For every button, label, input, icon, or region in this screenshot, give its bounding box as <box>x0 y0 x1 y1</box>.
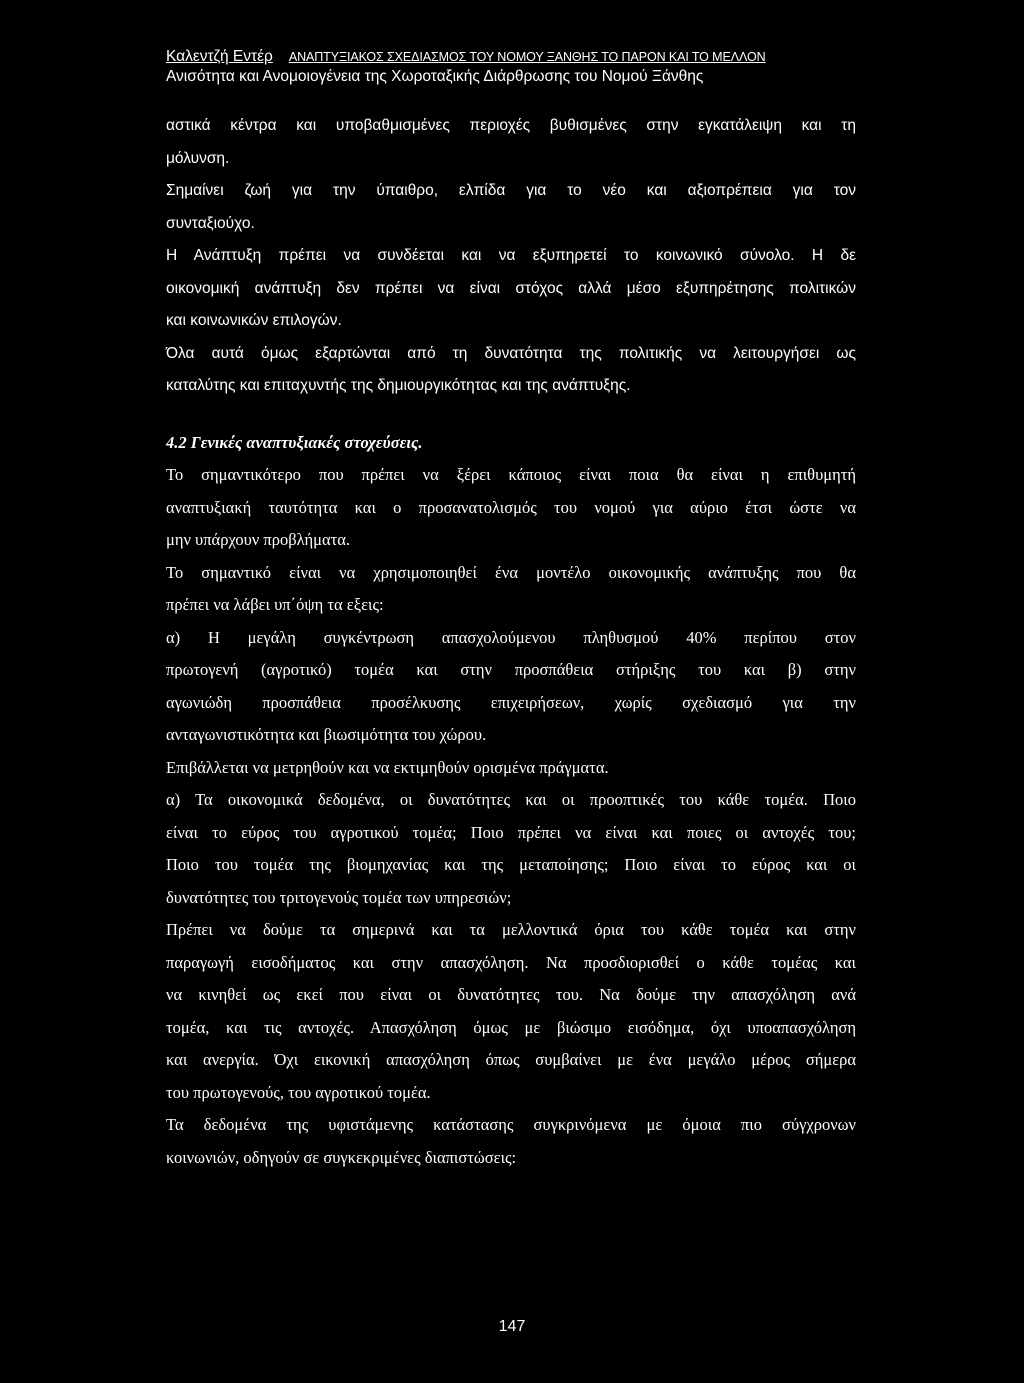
text-line: πρωτογενή (αγροτικό) τομέα και στην προσπάθεια στήριξης του και β) στην <box>166 660 856 679</box>
text-line: καταλύτης και επιταχυντής της δημιουργικότητας και της ανάπτυξης. <box>166 377 631 394</box>
text-line: Ποιο του τομέα της βιομηχανίας και της μεταποίησης; Ποιο είναι το εύρος και οι <box>166 855 856 874</box>
text-line: είναι το εύρος του αγροτικού τομέα; Ποιο πρέπει να είναι και ποιες οι αντοχές του; <box>166 822 856 842</box>
paragraph <box>166 175 856 240</box>
text-line: α) Η μεγάλη συγκέντρωση απασχολούμενου πληθυσμού 40% περίπου στον <box>166 627 856 647</box>
paragraph-group-c <box>166 752 856 1175</box>
header-title: ΑΝΑΠΤΥΞΙΑΚΟΣ ΣΧΕΔΙΑΣΜΟΣ ΤΟΥ ΝΟΜΟΥ ΞΑΝΘΗΣ ΤΟ ΠΑΡΟΝ ΚΑΙ ΤΟ ΜΕΛΛΟΝ <box>288 50 766 64</box>
text-line: Επιβάλλεται να μετρηθούν και να εκτιμηθούν ορισμένα πράγματα. <box>166 757 609 777</box>
paragraph <box>166 557 856 622</box>
text-line: Το σημαντικότερο που πρέπει να ξέρει κάποιος είναι ποια θα είναι η επιθυμητή <box>166 465 856 484</box>
text-line: αναπτυξιακή ταυτότητα και ο προσανατολισμός του νομού για αύριο έτσι ώστε να <box>166 497 856 517</box>
text-line: Πρέπει να δούμε τα σημερινά και τα μελλοντικά όρια του κάθε τομέα και στην <box>166 920 856 939</box>
paragraph-group-a <box>166 110 856 403</box>
text-line: κοινωνιών, οδηγούν σε συγκεκριμένες διαπιστώσεις: <box>166 1147 517 1167</box>
text-line: Η Ανάπτυξη πρέπει να συνδέεται και να εξυπηρετεί το κοινωνικό σύνολο. Η δε <box>166 247 856 264</box>
body-text <box>166 110 856 1174</box>
text-line: και ανεργία. Όχι εικονική απασχόληση όπως συμβαίνει με ένα μεγάλο μέρος σήμερα <box>166 1050 856 1069</box>
text-line: οικονομική ανάπτυξη δεν πρέπει να είναι στόχος αλλά μέσο εξυπηρέτησης πολιτικών <box>166 279 856 297</box>
section-heading: 4.2 Γενικές αναπτυξιακές στοχεύσεις. <box>166 432 423 452</box>
text-line: πρέπει να λάβει υπ΄όψη τα εξεις: <box>166 595 384 614</box>
header-author: Καλεντζή Εντέρ <box>166 48 273 65</box>
text-line: του πρωτογενούς, του αγροτικού τομέα. <box>166 1082 431 1102</box>
paragraph <box>166 240 856 338</box>
text-line: και κοινωνικών επιλογών. <box>166 312 342 329</box>
text-line: αγωνιώδη προσπάθεια προσέλκυσης επιχειρήσεων, χωρίς σχεδιασμό για την <box>166 692 856 712</box>
text-line: ανταγωνιστικότητα και βιωσιμότητα του χώρου. <box>166 725 487 744</box>
text-line: μην υπάρχουν προβλήματα. <box>166 530 350 549</box>
running-header <box>166 47 866 87</box>
paragraph <box>166 459 856 557</box>
text-line: συνταξιούχο. <box>166 214 255 232</box>
paragraph <box>166 752 856 785</box>
text-line: δυνατότητες του τριτογενούς τομέα των υπηρεσιών; <box>166 887 512 907</box>
paragraph <box>166 914 856 1109</box>
header-row-1 <box>166 47 866 67</box>
text-line: αστικά κέντρα και υποβαθμισμένες περιοχές βυθισμένες στην εγκατάλειψη και τη <box>166 117 856 134</box>
text-line: τομέα, και τις αντοχές. Απασχόληση όμως με βιώσιμο εισόδημα, όχι υποαπασχόληση <box>166 1017 856 1037</box>
paragraph <box>166 622 856 752</box>
text-line: να κινηθεί ως εκεί που είναι οι δυνατότητες του. Να δούμε την απασχόληση ανά <box>166 985 856 1004</box>
page-number: 147 <box>498 1318 526 1335</box>
text-line: παραγωγή εισοδήματος και στην απασχόληση. Να προσδιορισθεί ο κάθε τομέας και <box>166 952 856 972</box>
paragraph-group-b <box>166 459 856 752</box>
paragraph <box>166 1109 856 1174</box>
header-subtitle: Ανισότητα και Ανομοιογένεια της Χωροταξικής Διάρθρωσης του Νομού Ξάνθης <box>166 68 704 85</box>
text-line: μόλυνση. <box>166 149 230 167</box>
text-line: Όλα αυτά όμως εξαρτώνται από τη δυνατότητα της πολιτικής να λειτουργήσει ως <box>166 344 856 362</box>
text-line: Το σημαντικό είναι να χρησιμοποιηθεί ένα μοντέλο οικονομικής ανάπτυξης που θα <box>166 562 856 582</box>
paragraph <box>166 784 856 914</box>
paragraph <box>166 338 856 403</box>
text-line: Σημαίνει ζωή για την ύπαιθρο, ελπίδα για το νέο και αξιοπρέπεια για τον <box>166 182 856 199</box>
text-line: α) Τα οικονομικά δεδομένα, οι δυνατότητες και οι προοπτικές του κάθε τομέα. Ποιο <box>166 790 856 809</box>
text-line: Τα δεδομένα της υφιστάμενης κατάστασης συγκρινόμενα με όμοια πιο σύγχρονων <box>166 1115 856 1134</box>
paragraph <box>166 110 856 175</box>
